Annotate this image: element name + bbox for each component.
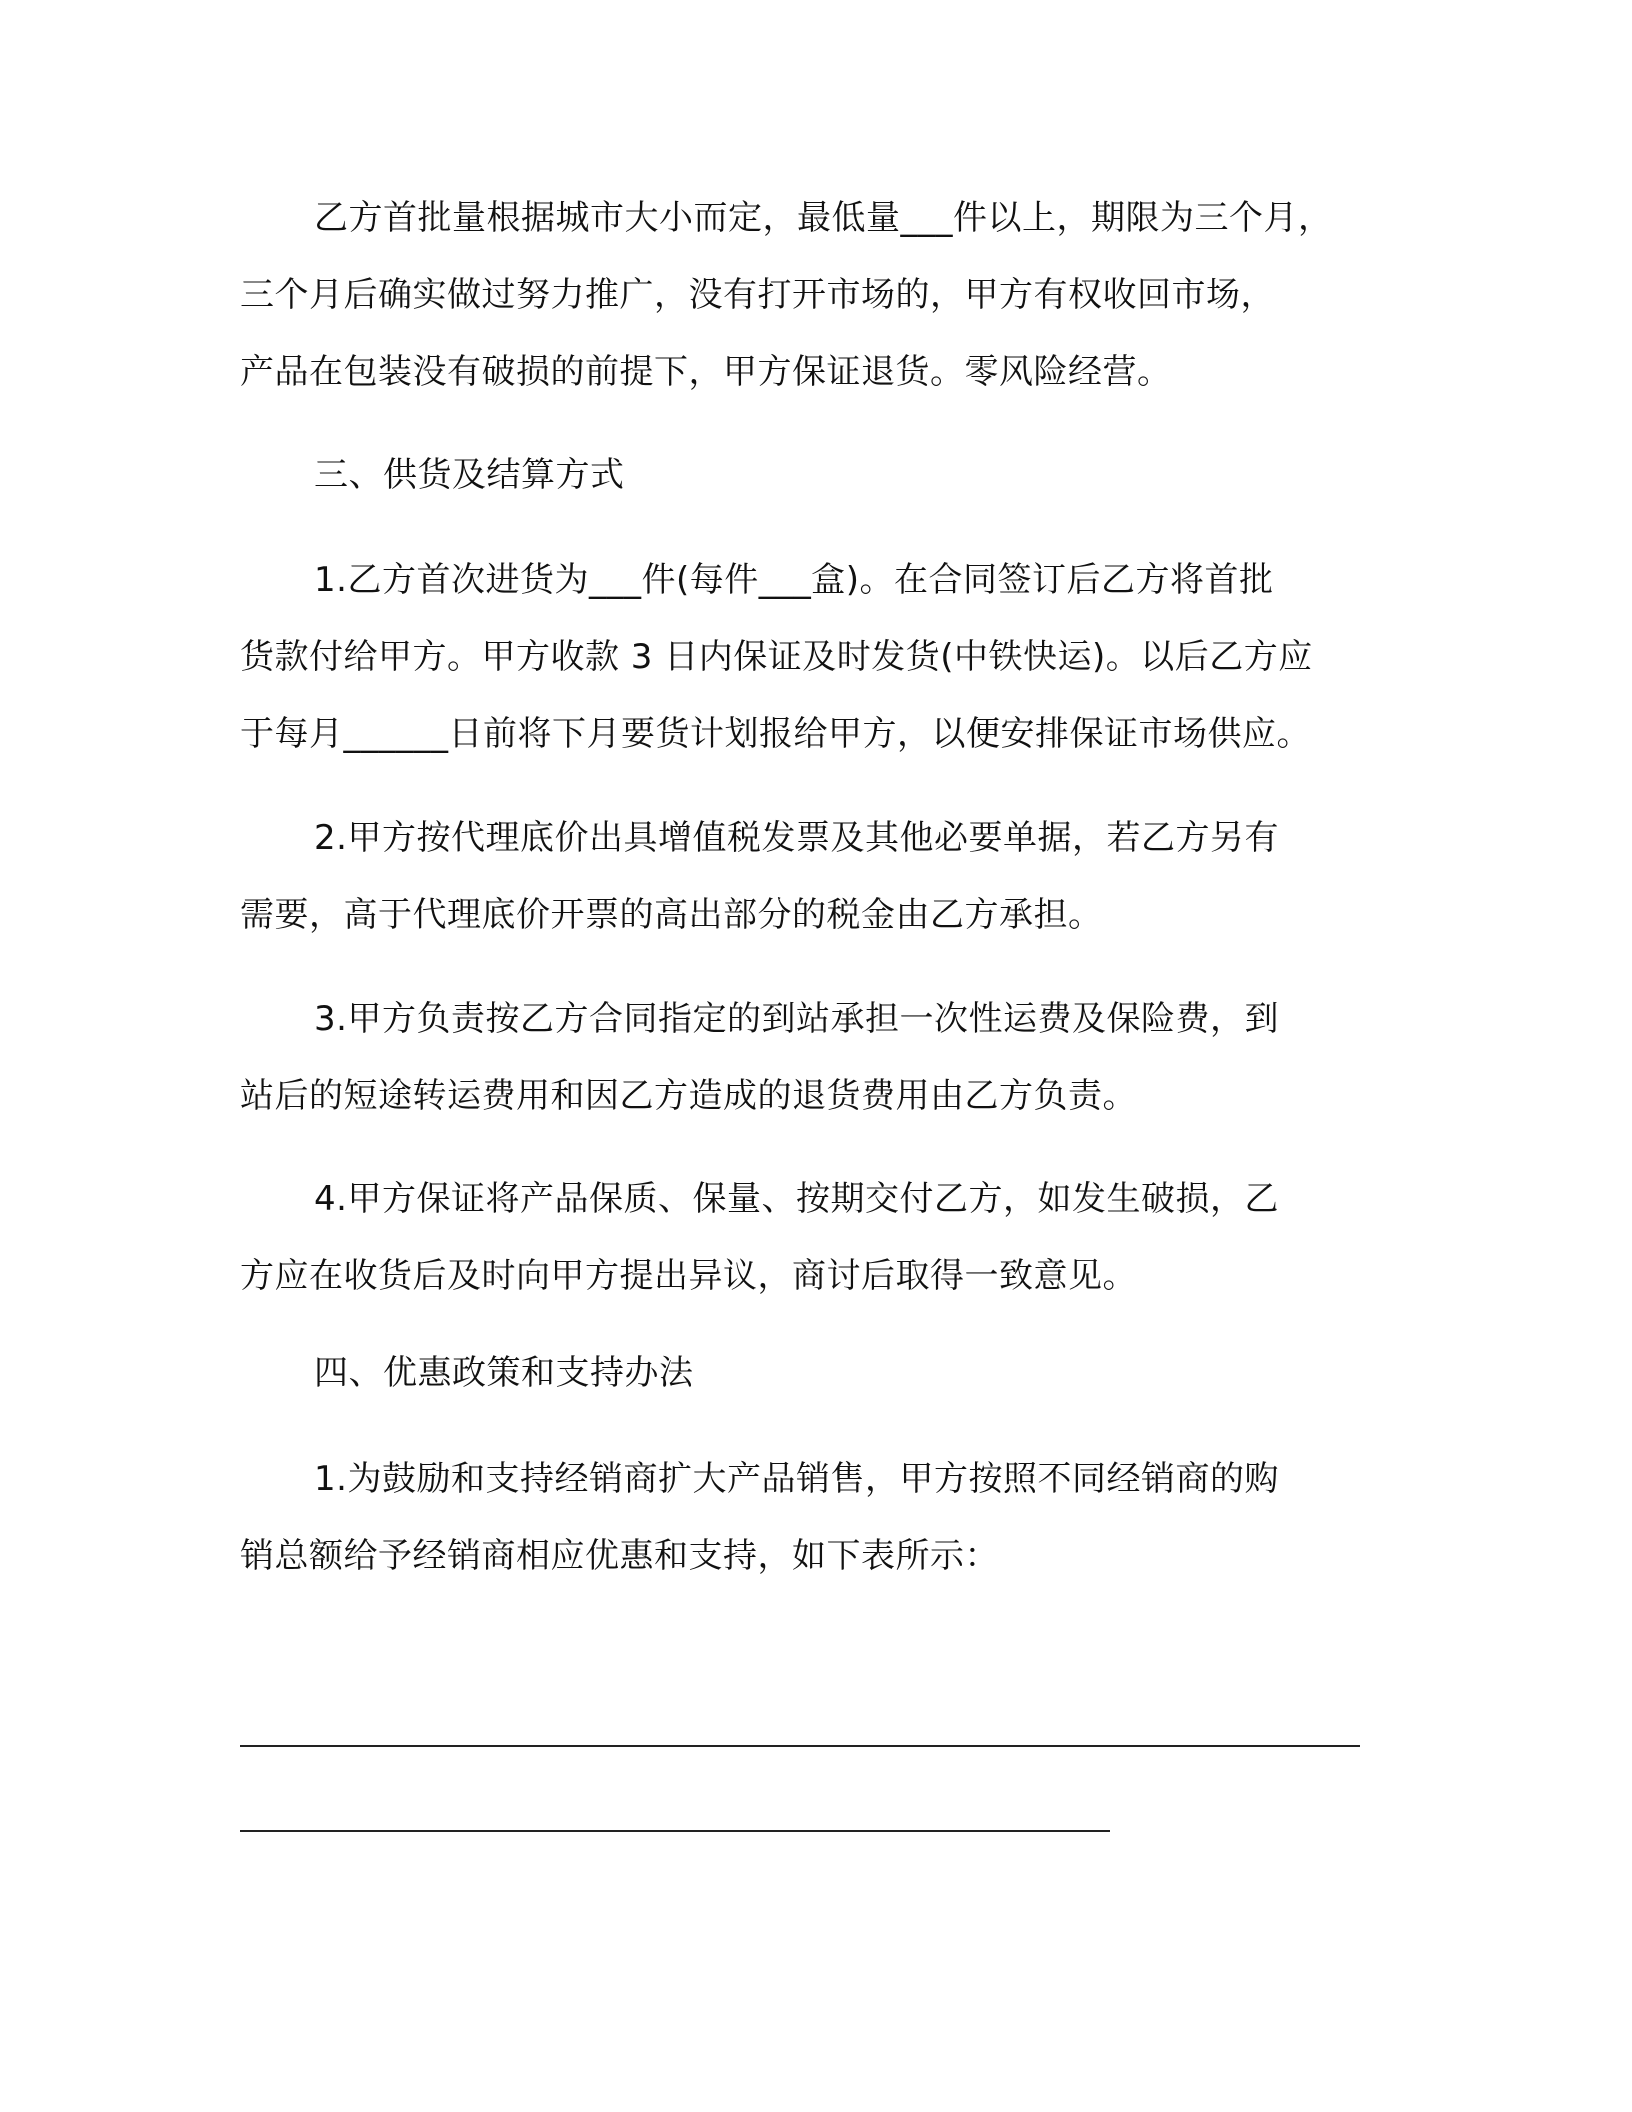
text-line: 于每月______日前将下月要货计划报给甲方，以便安排保证市场供应。 <box>240 714 1311 754</box>
paragraph-supply-1 <box>240 542 1390 773</box>
paragraph-first-batch <box>240 180 1390 411</box>
paragraph-policy-1 <box>240 1441 1390 1595</box>
text-line: 三个月后确实做过努力推广，没有打开市场的，甲方有权收回市场， <box>240 275 1275 315</box>
text-line: 1.为鼓励和支持经销商扩大产品销售，甲方按照不同经销商的购 <box>314 1459 1279 1499</box>
text-line: 销总额给予经销商相应优惠和支持，如下表所示： <box>240 1536 999 1576</box>
text-line: 方应在收货后及时向甲方提出异议，商讨后取得一致意见。 <box>240 1256 1137 1296</box>
text-line: 货款付给甲方。甲方收款 3 日内保证及时发货(中铁快运)。以后乙方应 <box>240 637 1313 677</box>
paragraph-supply-2 <box>240 800 1390 954</box>
section-heading: 三、供货及结算方式 <box>314 455 625 495</box>
text-line: 4.甲方保证将产品保质、保量、按期交付乙方，如发生破损，乙 <box>314 1179 1279 1219</box>
section-heading-supply-settlement <box>240 437 1390 514</box>
text-line: 产品在包装没有破损的前提下，甲方保证退货。零风险经营。 <box>240 352 1172 392</box>
text-line: 站后的短途转运费用和因乙方造成的退货费用由乙方负责。 <box>240 1076 1137 1116</box>
section-heading: 四、优惠政策和支持办法 <box>314 1353 694 1393</box>
text-line: 需要，高于代理底价开票的高出部分的税金由乙方承担。 <box>240 895 1103 935</box>
text-line: 2.甲方按代理底价出具增值税发票及其他必要单据，若乙方另有 <box>314 818 1279 858</box>
text-line: 乙方首批量根据城市大小而定，最低量___件以上，期限为三个月， <box>314 198 1333 238</box>
blank-fill-line <box>240 1745 1360 1747</box>
paragraph-supply-3 <box>240 981 1390 1135</box>
section-heading-preferential-policy <box>240 1335 1390 1412</box>
text-line: 1.乙方首次进货为___件(每件___盒)。在合同签订后乙方将首批 <box>314 560 1274 600</box>
blank-fill-line <box>240 1830 1110 1832</box>
text-line: 3.甲方负责按乙方合同指定的到站承担一次性运费及保险费，到 <box>314 999 1279 1039</box>
paragraph-supply-4 <box>240 1161 1390 1315</box>
